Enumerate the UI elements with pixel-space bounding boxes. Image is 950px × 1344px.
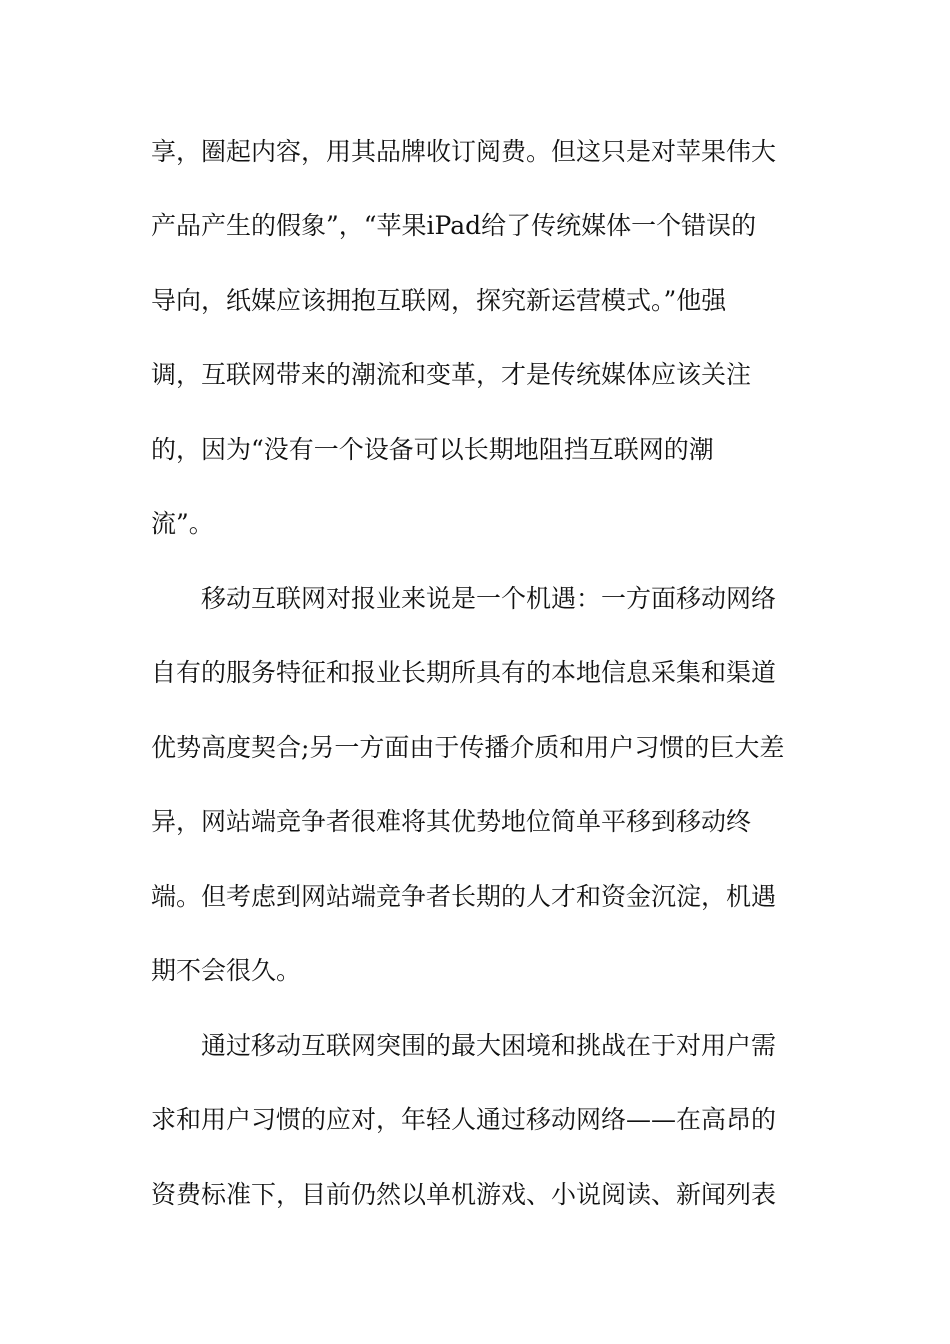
paragraph-2-line-3: 优势高度契合;另一方面由于传播介质和用户习惯的巨大差 — [151, 733, 785, 762]
paragraph-1-line-5: 的，因为“没有一个设备可以长期地阻挡互联网的潮 — [151, 435, 714, 464]
paragraph-3-line-1: 通过移动互联网突围的最大困境和挑战在于对用户需 — [201, 1031, 777, 1060]
paragraph-2-line-5: 端。但考虑到网站端竞争者长期的人才和资金沉淀，机遇 — [151, 882, 777, 911]
paragraph-1-line-6: 流”。 — [151, 509, 214, 538]
paragraph-3-line-2: 求和用户习惯的应对，年轻人通过移动网络——在高昂的 — [151, 1105, 777, 1134]
paragraph-1-line-3: 导向，纸媒应该拥抱互联网，探究新运营模式。”他强 — [151, 286, 727, 315]
paragraph-1-line-2: 产品产生的假象”，“苹果iPad给了传统媒体一个错误的 — [151, 211, 757, 240]
paragraph-2-line-1: 移动互联网对报业来说是一个机遇：一方面移动网络 — [201, 584, 777, 613]
paragraph-1-line-1: 享，圈起内容，用其品牌收订阅费。但这只是对苹果伟大 — [151, 137, 777, 166]
paragraph-2-line-4: 异，网站端竞争者很难将其优势地位简单平移到移动终 — [151, 807, 752, 836]
paragraph-2-line-6: 期不会很久。 — [151, 956, 302, 985]
paragraph-2-line-2: 自有的服务特征和报业长期所具有的本地信息采集和渠道 — [151, 658, 777, 687]
paragraph-1-line-4: 调，互联网带来的潮流和变革，才是传统媒体应该关注 — [151, 360, 752, 389]
paragraph-3-line-3: 资费标准下，目前仍然以单机游戏、小说阅读、新闻列表 — [151, 1180, 777, 1209]
